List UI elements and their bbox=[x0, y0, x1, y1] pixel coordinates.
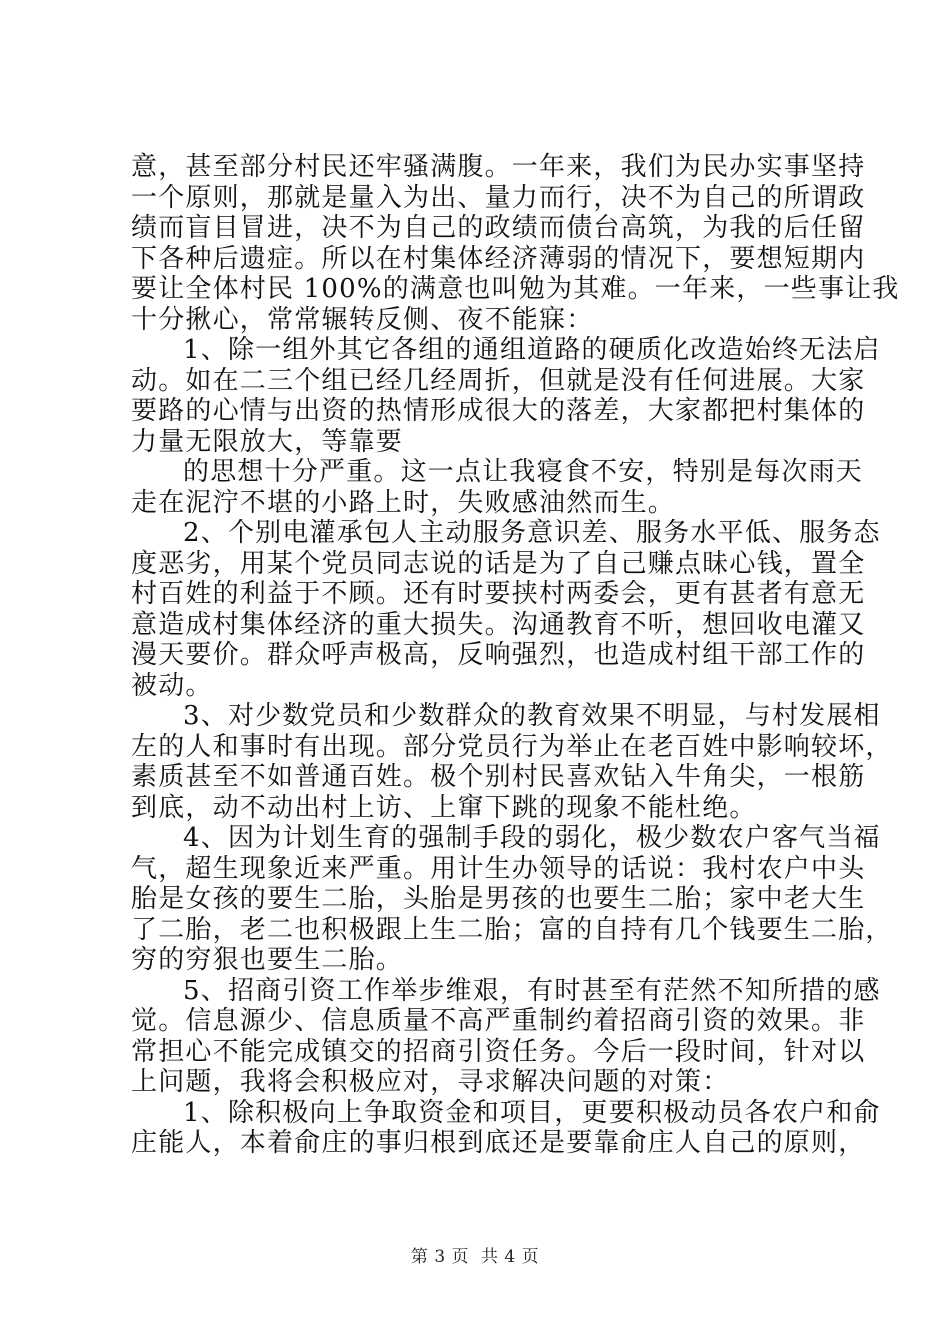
text-line: 庄能人，本着俞庄的事归根到底还是要靠俞庄人自己的原则， bbox=[131, 1128, 866, 1158]
text-line: 左的人和事时有出现。部分党员行为举止在老百姓中影响较坏， bbox=[131, 731, 893, 762]
text-line: 力量无限放大，等靠要 bbox=[131, 426, 404, 457]
page-number: 第 3 页 bbox=[410, 1247, 470, 1267]
page-footer bbox=[0, 1242, 950, 1267]
text-line: 要让全体村民 100%的满意也叫勉为其难。一年来，一些事让我 bbox=[131, 274, 900, 304]
text-line: 1、除积极向上争取资金和项目，更要积极动员各农户和俞 bbox=[183, 1097, 881, 1128]
text-line: 3、对少数党员和少数群众的教育效果不明显，与村发展相 bbox=[183, 701, 881, 731]
text-line: 漫天要价。群众呼声极高，反响强烈，也造成村组干部工作的 bbox=[131, 640, 866, 670]
text-line: 了二胎，老二也积极跟上生二胎；富的自持有几个钱要生二胎， bbox=[131, 914, 893, 945]
text-line: 意造成村集体经济的重大损失。沟通教育不听，想回收电灌又 bbox=[131, 609, 866, 640]
text-line: 穷的穷狠也要生二胎。 bbox=[131, 945, 404, 975]
text-line: 5、招商引资工作举步维艰，有时甚至有茫然不知所措的感 bbox=[183, 975, 881, 1006]
text-line: 的思想十分严重。这一点让我寝食不安，特别是每次雨天 bbox=[183, 457, 864, 487]
text-line: 素质甚至不如普通百姓。极个别村民喜欢钻入牛角尖，一根筋 bbox=[131, 762, 866, 792]
text-line: 常担心不能完成镇交的招商引资任务。今后一段时间，针对以 bbox=[131, 1036, 866, 1067]
text-line: 气，超生现象近来严重。用计生办领导的话说：我村农户中头 bbox=[131, 853, 866, 884]
text-line: 胎是女孩的要生二胎，头胎是男孩的也要生二胎；家中老大生 bbox=[131, 884, 866, 914]
text-line: 1、除一组外其它各组的通组道路的硬质化改造始终无法启 bbox=[183, 335, 881, 365]
text-line: 上问题，我将会积极应对，寻求解决问题的对策： bbox=[131, 1067, 730, 1097]
text-line: 下各种后遗症。所以在村集体经济薄弱的情况下，要想短期内 bbox=[131, 243, 866, 274]
text-line: 被动。 bbox=[131, 670, 213, 701]
text-line: 走在泥泞不堪的小路上时，失败感油然而生。 bbox=[131, 487, 676, 518]
text-line: 一个原则，那就是量入为出、量力而行，决不为自己的所谓政 bbox=[131, 182, 866, 213]
text-line: 2、个别电灌承包人主动服务意识差、服务水平低、服务态 bbox=[183, 518, 881, 548]
text-line: 十分揪心，常常辗转反侧、夜不能寐： bbox=[131, 304, 594, 335]
text-line: 到底，动不动出村上访、上窜下跳的现象不能杜绝。 bbox=[131, 792, 757, 823]
document-body bbox=[131, 152, 900, 1159]
text-line: 村百姓的利益于不顾。还有时要挟村两委会，更有甚者有意无 bbox=[131, 579, 866, 609]
text-line: 度恶劣，用某个党员同志说的话是为了自己赚点昧心钱，置全 bbox=[131, 548, 866, 579]
text-line: 意，甚至部分村民还牢骚满腹。一年来，我们为民办实事坚持 bbox=[131, 152, 866, 182]
text-line: 4、因为计划生育的强制手段的弱化，极少数农户客气当福 bbox=[183, 823, 881, 853]
page-total: 共 4 页 bbox=[480, 1247, 540, 1267]
text-line: 觉。信息源少、信息质量不高严重制约着招商引资的效果。非 bbox=[131, 1006, 866, 1036]
text-line: 要路的心情与出资的热情形成很大的落差，大家都把村集体的 bbox=[131, 396, 866, 426]
text-line: 动。如在二三个组已经几经周折，但就是没有任何进展。大家 bbox=[131, 365, 866, 396]
text-line: 绩而盲目冒进，决不为自己的政绩而债台高筑，为我的后任留 bbox=[131, 213, 866, 243]
